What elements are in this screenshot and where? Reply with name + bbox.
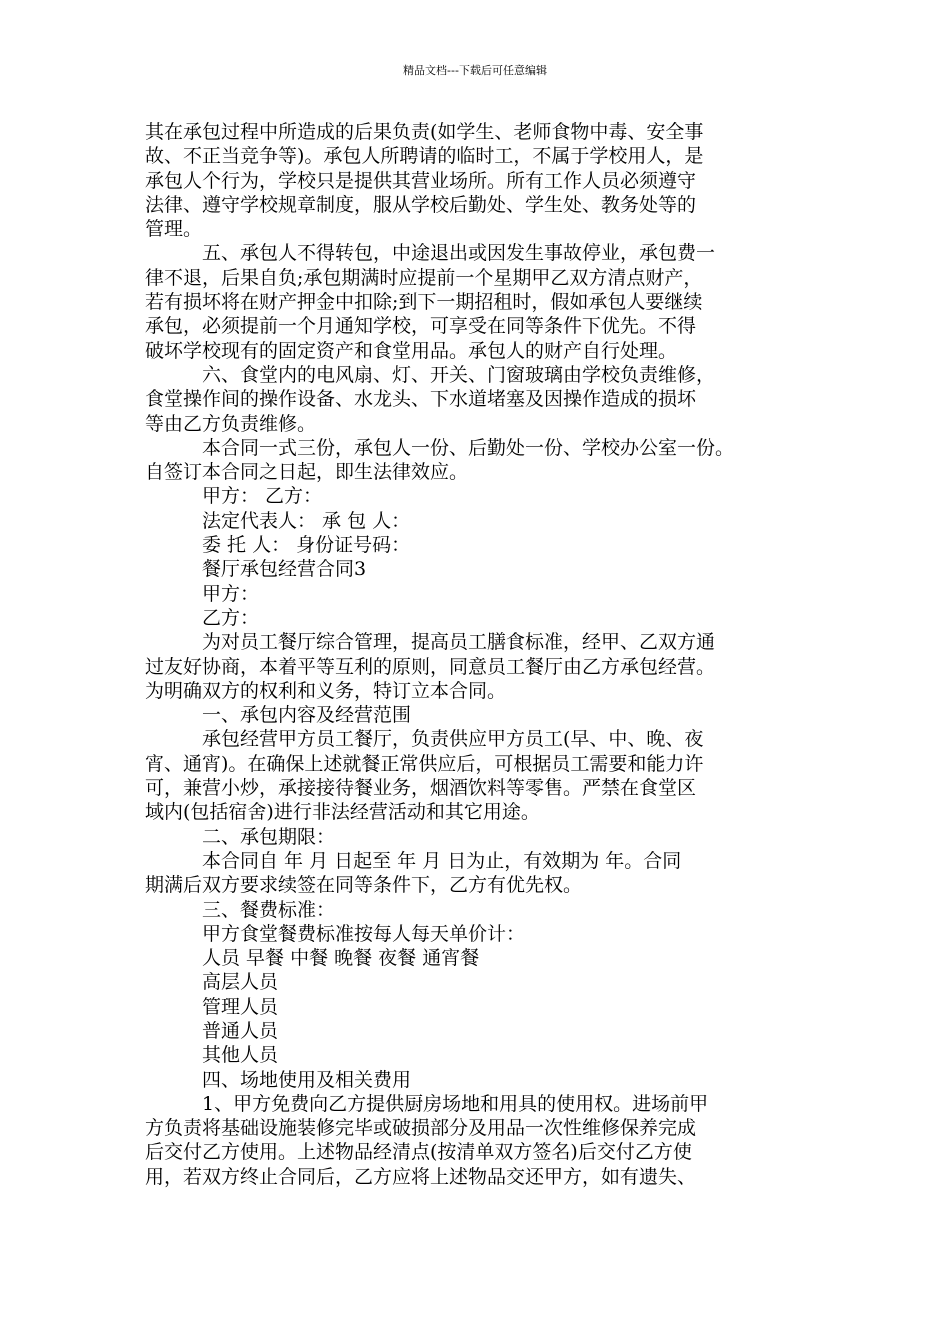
text-line: 管理人员 <box>202 995 279 1018</box>
text-line: 方负责将基础设施装修完毕或破损部分及用品一次性维修保养完成 <box>145 1117 697 1140</box>
text-line: 域内(包括宿舍)进行非法经营活动和其它用途。 <box>145 801 540 824</box>
text-line: 可，兼营小炒，承接接待餐业务，烟酒饮料等零售。严禁在食堂区 <box>145 777 697 800</box>
text-line: 四、场地使用及相关费用 <box>202 1068 412 1091</box>
text-line: 法律、遵守学校规章制度，服从学校后勤处、学生处、教务处等的 <box>145 193 697 216</box>
text-line: 管理。 <box>145 218 203 241</box>
text-line: 二、承包期限： <box>202 825 336 848</box>
text-line: 普通人员 <box>202 1019 279 1042</box>
text-line: 承包，必须提前一个月通知学校，可享受在同等条件下优先。不得 <box>145 315 697 338</box>
text-line: 承包经营甲方员工餐厅，负责供应甲方员工(早、中、晚、夜 <box>202 728 704 751</box>
text-line: 为明确双方的权利和义务，特订立本合同。 <box>145 679 507 702</box>
text-line: 餐厅承包经营合同3 <box>202 558 367 581</box>
text-line: 乙方： <box>202 606 260 629</box>
text-line: 食堂操作间的操作设备、水龙头、下水道堵塞及因操作造成的损坏 <box>145 388 697 411</box>
text-line: 破坏学校现有的固定资产和食堂用品。承包人的财产自行处理。 <box>145 339 678 362</box>
text-line: 等由乙方负责维修。 <box>145 412 317 435</box>
text-line: 甲方： <box>202 582 260 605</box>
text-line: 自签订本合同之日起，即生法律效应。 <box>145 461 469 484</box>
text-line: 委 托 人： 身份证号码： <box>202 534 411 557</box>
text-line: 承包人个行为，学校只是提供其营业场所。所有工作人员必须遵守 <box>145 169 697 192</box>
text-line: 一、承包内容及经营范围 <box>202 704 412 727</box>
page-header: 精品文档---下载后可任意编辑 <box>403 64 547 77</box>
text-line: 本合同自 年 月 日起至 年 月 日为止，有效期为 年。合同 <box>202 849 682 872</box>
text-line: 甲方食堂餐费标准按每人每天单价计： <box>202 922 526 945</box>
text-line: 五、承包人不得转包，中途退出或因发生事故停业，承包费一 <box>202 242 716 265</box>
text-line: 期满后双方要求续签在同等条件下，乙方有优先权。 <box>145 874 583 897</box>
text-line: 用，若双方终止合同后，乙方应将上述物品交还甲方，如有遗失、 <box>145 1165 697 1188</box>
text-line: 后交付乙方使用。上述物品经清点(按清单双方签名)后交付乙方使 <box>145 1141 692 1164</box>
text-line: 为对员工餐厅综合管理，提高员工膳食标准，经甲、乙双方通 <box>202 631 716 654</box>
text-line: 法定代表人： 承 包 人： <box>202 509 411 532</box>
document-body <box>145 120 815 1189</box>
text-line: 本合同一式三份，承包人一份、后勤处一份、学校办公室一份。 <box>202 436 735 459</box>
text-line: 甲方： 乙方： <box>202 485 323 508</box>
text-line: 宵、通宵)。在确保上述就餐正常供应后，可根据员工需要和能力许 <box>145 752 704 775</box>
text-line: 其在承包过程中所造成的后果负责(如学生、老师食物中毒、安全事 <box>145 121 704 143</box>
text-line: 若有损坏将在财产押金中扣除;到下一期招租时，假如承包人要继续 <box>145 291 703 314</box>
text-line: 高层人员 <box>202 971 279 994</box>
text-line: 六、食堂内的电风扇、灯、开关、门窗玻璃由学校负责维修， <box>202 363 716 386</box>
text-line: 其他人员 <box>202 1044 279 1067</box>
text-line: 故、不正当竞争等)。承包人所聘请的临时工，不属于学校用人，是 <box>145 145 704 168</box>
text-line: 过友好协商，本着平等互利的原则，同意员工餐厅由乙方承包经营。 <box>145 655 716 678</box>
text-line: 律不退，后果自负;承包期满时应提前一个星期甲乙双方清点财产， <box>145 266 703 289</box>
text-line: 三、餐费标准： <box>202 898 336 921</box>
text-line: 1、甲方免费向乙方提供厨房场地和用具的使用权。进场前甲 <box>202 1092 709 1115</box>
text-line: 人员 早餐 中餐 晚餐 夜餐 通宵餐 <box>202 947 480 970</box>
